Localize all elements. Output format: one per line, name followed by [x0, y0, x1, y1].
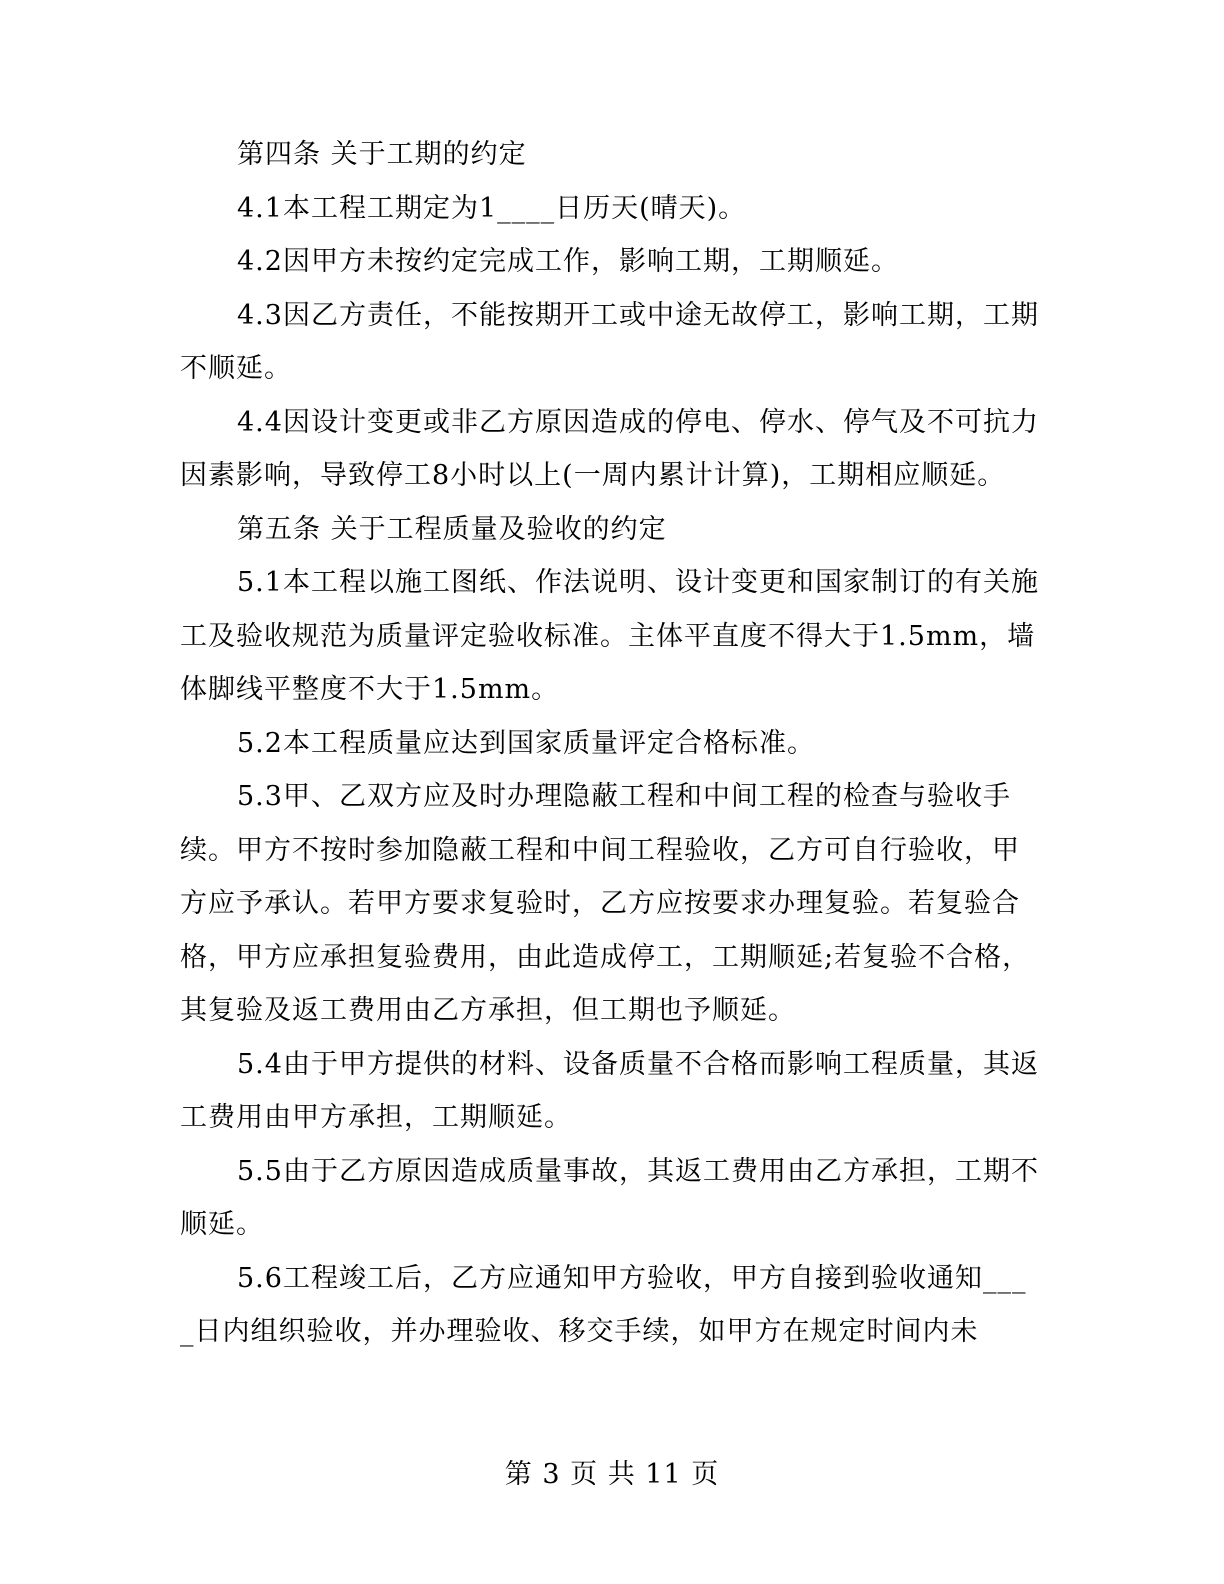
document-body — [180, 128, 1040, 1359]
clause-5-6: 5.6工程竣工后，乙方应通知甲方验收，甲方自接到验收通知____日内组织验收，并办理验收、移交手续，如甲方在规定时间内未 — [180, 1262, 1027, 1347]
clause-4-1: 4.1本工程工期定为1____日历天(晴天)。 — [237, 192, 747, 224]
clause-5-3: 5.3甲、乙双方应及时办理隐蔽工程和中间工程的检查与验收手续。甲方不按时参加隐蔽工程和中间工程验收，乙方可自行验收，甲方应予承认。若甲方要求复验时，乙方应按要求办理复验。若复验合格，甲方应承担复验费用，由此造成停工，工期顺延;若复验不合格，其复验及返工费用由乙方承担，但工期也予顺延。 — [180, 781, 1031, 1026]
clause-5-2: 5.2本工程质量应达到国家质量评定合格标准。 — [237, 727, 815, 759]
clause-4-4: 4.4因设计变更或非乙方原因造成的停电、停水、停气及不可抗力因素影响，导致停工8小时以上(一周内累计计算)，工期相应顺延。 — [180, 406, 1039, 491]
clause-5-4: 5.4由于甲方提供的材料、设备质量不合格而影响工程质量，其返工费用由甲方承担，工期顺延。 — [180, 1048, 1039, 1133]
clause-4-3: 4.3因乙方责任，不能按期开工或中途无故停工，影响工期，工期不顺延。 — [180, 299, 1039, 384]
article-5-heading: 第五条 关于工程质量及验收的约定 — [237, 513, 667, 545]
clause-4-2: 4.2因甲方未按约定完成工作，影响工期，工期顺延。 — [237, 246, 899, 277]
article-4-heading: 第四条 关于工期的约定 — [237, 139, 527, 170]
clause-5-1: 5.1本工程以施工图纸、作法说明、设计变更和国家制订的有关施工及验收规范为质量评定验收标准。主体平直度不得大于1.5mm，墙体脚线平整度不大于1.5mm。 — [180, 567, 1039, 705]
clause-5-5: 5.5由于乙方原因造成质量事故，其返工费用由乙方承担，工期不顺延。 — [180, 1155, 1039, 1240]
page-number-footer: 第 3 页 共 11 页 — [504, 1459, 720, 1490]
